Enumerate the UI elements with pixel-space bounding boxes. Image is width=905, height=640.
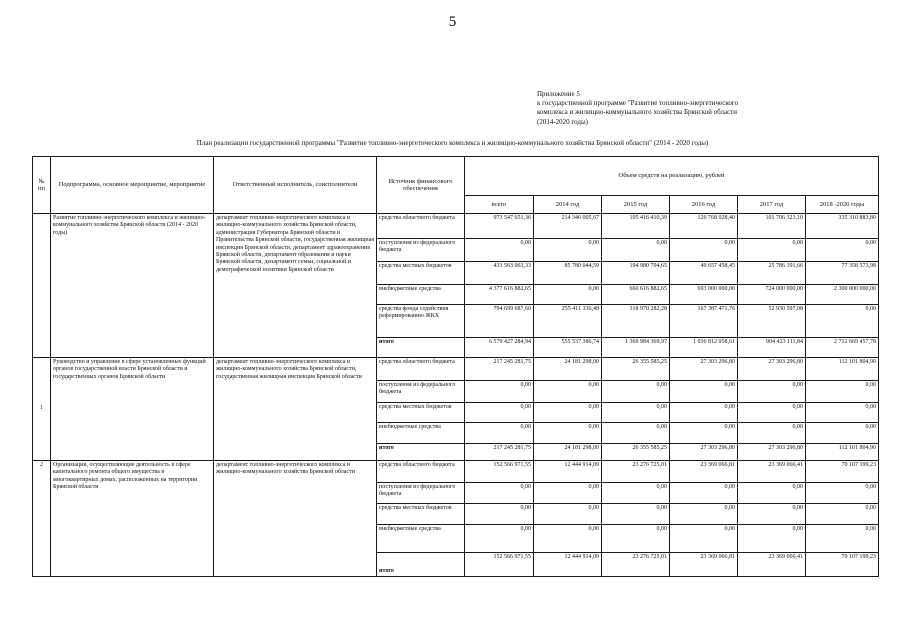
value-cell: 126 768 028,40 (670, 214, 738, 239)
total-value: 555 537 386,74 (534, 338, 602, 358)
total-label: итого (377, 444, 465, 461)
plan-title: План реализации государственной программы "Развитие топливно-энергетического комплекса и жилищно-коммунального хозяйства Брянской области" (2014 - 2020 годы) (196, 139, 709, 147)
value-cell: 0,00 (806, 381, 879, 403)
annex-line: комплекса и жилищно-коммунального хозяйства Брянской области (537, 108, 738, 117)
total-value: 27 303 296,80 (670, 444, 738, 461)
total-value: 70 107 199,23 (806, 553, 879, 577)
value-cell: 25 786 191,66 (738, 262, 806, 285)
value-cell: 318 970 282,28 (602, 305, 670, 338)
value-cell: 0,00 (738, 483, 806, 504)
plan-table (32, 156, 879, 577)
value-cell: 214 346 005,67 (534, 214, 602, 239)
executor-name: департамент топливно-энергетического комплекса и жилищно-коммунального хозяйства Брянской области, государственная жилищная инспекция Брянской области (214, 358, 377, 461)
value-cell: 0,00 (602, 381, 670, 403)
total-value: 12 444 914,09 (534, 553, 602, 577)
total-value: 152 566 971,55 (465, 553, 534, 577)
value-cell: 0,00 (670, 483, 738, 504)
table-body (33, 214, 879, 577)
value-cell: 433 563 063,33 (465, 262, 534, 285)
total-value: 23 369 066,81 (670, 553, 738, 577)
value-cell: 0,00 (670, 423, 738, 444)
table-row (33, 214, 879, 239)
value-cell: 0,00 (465, 403, 534, 423)
header-executor: Ответственный исполнитель, соисполнители (214, 157, 377, 214)
value-cell: 660 616 882,65 (602, 285, 670, 305)
value-cell: 0,00 (602, 239, 670, 262)
value-cell: 0,00 (534, 483, 602, 504)
executor-name: департамент топливно-энергетического комплекса и жилищно-коммунального хозяйства Брянской области, администрация Губернатора Брянской области и Правительства Брянской области, государственная жилищная инспекция Брянской области, департамент здравоохранения Брянской области, департамент образования и науки Брянской области, департамент семьи, социальной и демографической политики Брянской области (214, 214, 377, 358)
header-program: Подпрограмма, основное мероприятие, мероприятие (51, 157, 214, 214)
total-value: 112 101 804,90 (806, 444, 879, 461)
value-cell: 0,00 (738, 423, 806, 444)
annex-line: (2014-2020 годы) (537, 117, 589, 126)
table-row (33, 461, 879, 483)
value-cell: 0,00 (670, 525, 738, 553)
source-name: поступления из федерального бюджета (377, 381, 465, 403)
header-year: 2018 -2020 годы (806, 196, 879, 214)
value-cell: 0,00 (534, 504, 602, 525)
header-year: 2017 год (738, 196, 806, 214)
total-value: 23 276 725,01 (602, 553, 670, 577)
value-cell: 23 369 066,41 (738, 461, 806, 483)
value-cell: 0,00 (738, 504, 806, 525)
value-cell: 0,00 (738, 381, 806, 403)
value-cell: 152 566 971,55 (465, 461, 534, 483)
value-cell: 0,00 (806, 504, 879, 525)
value-cell: 194 980 794,65 (602, 262, 670, 285)
header-year: 2016 год (670, 196, 738, 214)
total-label: итого (377, 338, 465, 358)
source-name: поступления из федерального бюджета (377, 483, 465, 504)
value-cell: 724 000 000,00 (738, 285, 806, 305)
row-num: 1 (33, 358, 51, 461)
annex-line: Приложение 5 (537, 90, 580, 98)
header-source: Источник финансового обеспечения (377, 157, 465, 214)
value-cell: 77 358 573,98 (806, 262, 879, 285)
value-cell: 24 181 298,00 (534, 358, 602, 381)
header-num: № пп (33, 157, 51, 214)
value-cell: 0,00 (806, 403, 879, 423)
program-name: Руководство и управление в сфере установленных функций органов государственной власти Брянской области и государственных органов Брянской области (51, 358, 214, 461)
value-cell: 0,00 (602, 423, 670, 444)
value-cell: 0,00 (465, 239, 534, 262)
value-cell: 0,00 (534, 285, 602, 305)
value-cell: 0,00 (806, 423, 879, 444)
value-cell: 23 369 066,81 (670, 461, 738, 483)
source-name: средства областного бюджета (377, 214, 465, 239)
total-value: 2 712 669 457,78 (806, 338, 879, 358)
total-label: итого (377, 553, 465, 577)
total-value: 1 369 984 369,97 (602, 338, 670, 358)
value-cell: 112 101 804,90 (806, 358, 879, 381)
header-volume: Объем средств на реализацию, рублей (465, 157, 879, 196)
source-name: внебюджетные средства (377, 525, 465, 553)
value-cell: 0,00 (534, 525, 602, 553)
value-cell: 167 387 471,76 (670, 305, 738, 338)
total-value: 23 369 066,41 (738, 553, 806, 577)
header-year: 2015 год (602, 196, 670, 214)
source-name: средства фонда содействия реформированию ЖКХ (377, 305, 465, 338)
value-cell: 693 000 000,00 (670, 285, 738, 305)
page-number: 5 (448, 14, 457, 30)
value-cell: 335 310 883,80 (806, 214, 879, 239)
table-row (33, 358, 879, 381)
value-cell: 0,00 (670, 381, 738, 403)
value-cell: 0,00 (465, 483, 534, 504)
value-cell: 0,00 (806, 525, 879, 553)
header-year: всего (465, 196, 534, 214)
value-cell: 0,00 (465, 423, 534, 444)
value-cell: 12 444 914,09 (534, 461, 602, 483)
value-cell: 973 547 651,36 (465, 214, 534, 239)
value-cell: 0,00 (806, 483, 879, 504)
value-cell: 27 303 296,80 (670, 358, 738, 381)
total-value: 27 303 296,80 (738, 444, 806, 461)
executor-name: департамент топливно-энергетического комплекса и жилищно-коммунального хозяйства Брянской области (214, 461, 377, 577)
value-cell: 2 300 000 000,00 (806, 285, 879, 305)
value-cell: 0,00 (602, 504, 670, 525)
value-cell: 0,00 (738, 403, 806, 423)
source-name: средства местных бюджетов (377, 504, 465, 525)
source-name: поступления из федерального бюджета (377, 239, 465, 262)
value-cell: 0,00 (738, 239, 806, 262)
program-name: Развитие топливно-энергетического комплекса и жилищно-коммунального хозяйства Брянской области (2014 - 2020 годы) (51, 214, 214, 358)
value-cell: 0,00 (738, 525, 806, 553)
value-cell: 49 657 458,45 (670, 262, 738, 285)
value-cell: 27 303 296,80 (738, 358, 806, 381)
value-cell: 0,00 (602, 525, 670, 553)
value-cell: 85 780 044,59 (534, 262, 602, 285)
value-cell: 794 699 687,60 (465, 305, 534, 338)
value-cell: 0,00 (465, 525, 534, 553)
header-year: 2014 год (534, 196, 602, 214)
program-name: Организации, осуществляющие деятельность в сфере капитального ремонта общего имущества в многоквартирных домах, расположенных на территории Брянской области (51, 461, 214, 577)
source-name: средства местных бюджетов (377, 403, 465, 423)
value-cell: 70 107 199,23 (806, 461, 879, 483)
total-value: 24 181 298,00 (534, 444, 602, 461)
value-cell: 255 411 336,48 (534, 305, 602, 338)
value-cell: 0,00 (670, 504, 738, 525)
row-num: 2 (33, 461, 51, 577)
total-value: 1 036 812 958,61 (670, 338, 738, 358)
row-num (33, 214, 51, 358)
value-cell: 217 245 281,75 (465, 358, 534, 381)
value-cell: 0,00 (534, 381, 602, 403)
value-cell: 0,00 (670, 239, 738, 262)
source-name: средства областного бюджета (377, 461, 465, 483)
source-name: средства областного бюджета (377, 358, 465, 381)
value-cell: 0,00 (465, 381, 534, 403)
value-cell: 0,00 (602, 483, 670, 504)
total-value: 26 355 585,25 (602, 444, 670, 461)
source-name: внебюджетные средства (377, 423, 465, 444)
value-cell: 101 706 323,10 (738, 214, 806, 239)
total-value: 904 423 111,84 (738, 338, 806, 358)
value-cell: 0,00 (602, 403, 670, 423)
value-cell: 0,00 (534, 423, 602, 444)
value-cell: 4 377 616 882,65 (465, 285, 534, 305)
annex-line: к государственной программе "Развитие топливно-энергетического (537, 99, 739, 108)
value-cell: 195 416 410,39 (602, 214, 670, 239)
value-cell: 0,00 (670, 403, 738, 423)
value-cell: 23 276 725,01 (602, 461, 670, 483)
value-cell: 26 355 585,25 (602, 358, 670, 381)
value-cell: 0,00 (534, 403, 602, 423)
value-cell: 0,00 (534, 239, 602, 262)
annex-note (537, 90, 797, 127)
source-name: средства местных бюджетов (377, 262, 465, 285)
value-cell: 52 930 597,08 (738, 305, 806, 338)
source-name: внебюджетные средства (377, 285, 465, 305)
total-value: 217 245 281,75 (465, 444, 534, 461)
total-value: 6 579 427 284,94 (465, 338, 534, 358)
value-cell: 0,00 (465, 504, 534, 525)
value-cell: 0,00 (806, 239, 879, 262)
value-cell: 0,00 (806, 305, 879, 338)
